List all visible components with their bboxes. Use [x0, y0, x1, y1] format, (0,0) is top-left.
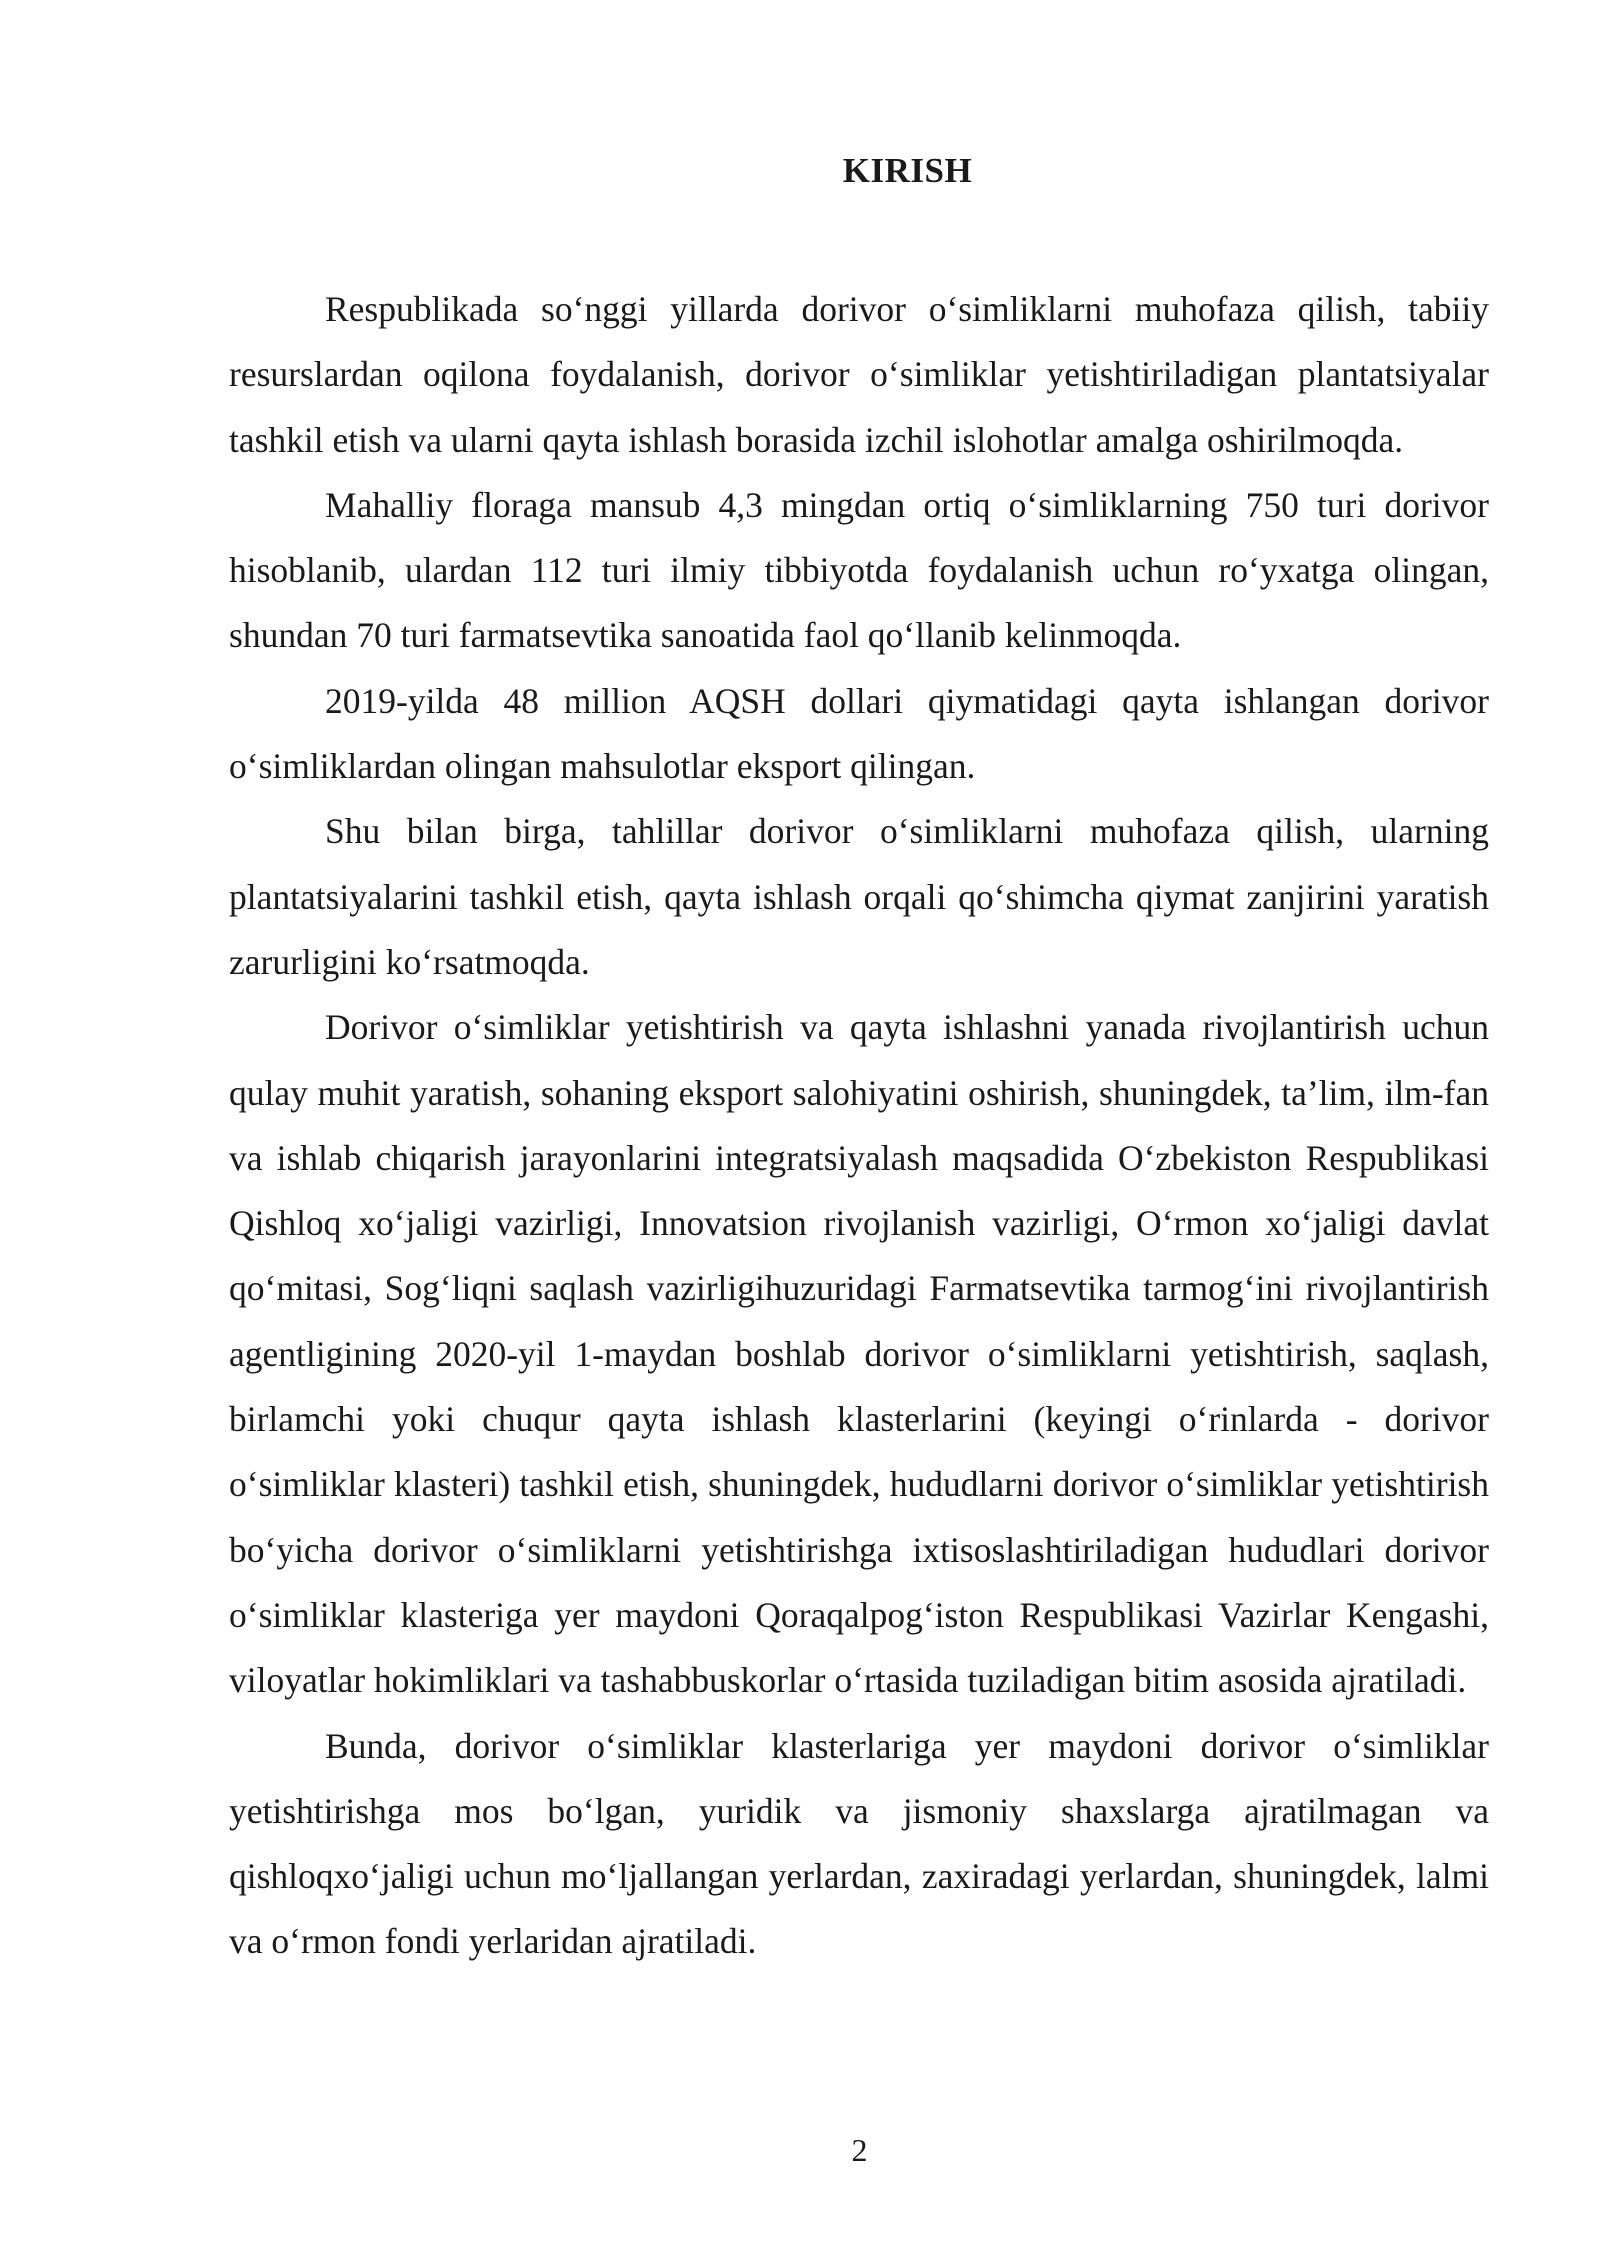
paragraph-6: Bunda, dorivor o‘simliklar klasterlariga yer maydoni dorivor o‘simliklar yetishtirishga mos bo‘lgan, yuridik va jismoniy shaxslarga ajratilmagan va qishloqxo‘jaligi uchun mo‘ljallangan yerlardan, zaxiradagi yerlardan, shuningdek, lalmi va o‘rmon fondi yerlaridan ajratiladi.: [229, 1725, 1489, 1962]
paragraph-4: Shu bilan birga, tahlillar dorivor o‘simliklarni muhofaza qilish, ularning plantatsiyalarini tashkil etish, qayta ishlash orqali qo‘shimcha qiymat zanjirini yaratish zarurligini ko‘rsatmoqda.: [229, 811, 1489, 982]
paragraph-2: Mahalliy floraga mansub 4,3 mingdan ortiq o‘simliklarning 750 turi dorivor hisoblanib, ulardan 112 turi ilmiy tibbiyotda foydalanish uchun ro‘yxatga olingan, shundan 70 turi farmatsevtika sanoatida faol qo‘llanib kelinmoqda.: [229, 484, 1489, 656]
page-number: 2: [851, 2132, 868, 2168]
paragraph-1: Respublikada so‘nggi yillarda dorivor o‘simliklarni muhofaza qilish, tabiiy resurslardan oqilona foydalanish, dorivor o‘simliklar yetishtiriladigan plantatsiyalar tashkil etish va ularni qayta ishlash borasida izchil islohotlar amalga oshirilmoqda.: [229, 289, 1489, 460]
paragraph-5: Dorivor o‘simliklar yetishtirish va qayta ishlashni yanada rivojlantirish uchun qulay muhit yaratish, sohaning eksport salohiyatini oshirish, shuningdek, ta’lim, ilm-fan va ishlab chiqarish jarayonlarini integratsiyalash maqsadida O‘zbekiston Respublikasi Qishloq xo‘jaligi vazirligi, Innovatsion rivojlanish vazirligi, O‘rmon xo‘jaligi davlat qo‘mitasi, Sog‘liqni saqlash vazirligihuzuridagi Farmatsevtika tarmog‘ini rivojlantirish agentligining 2020-yil 1-maydan boshlab dorivor o‘simliklarni yetishtirish, saqlash, birlamchi yoki chuqur qayta ishlash klasterlarini (keyingi o‘rinlarda - dorivor o‘simliklar klasteri) tashkil etish, shuningdek, hududlarni dorivor o‘simliklar yetishtirish bo‘yicha dorivor o‘simliklarni yetishtirishga ixtisoslashtiriladigan hududlari dorivor o‘simliklar klasteriga yer maydoni Qoraqalpog‘iston Respublikasi Vazirlar Kengashi, viloyatlar hokimliklari va tashabbuskorlar o‘rtasida tuziladigan bitim asosida ajratiladi.: [229, 1007, 1489, 1701]
page-heading: KIRISH: [842, 151, 973, 190]
body-text: [229, 277, 1489, 1975]
paragraph-3: 2019-yilda 48 million AQSH dollari qiymatidagi qayta ishlangan dorivor o‘simliklardan olingan mahsulotlar eksport qilingan.: [229, 680, 1489, 787]
